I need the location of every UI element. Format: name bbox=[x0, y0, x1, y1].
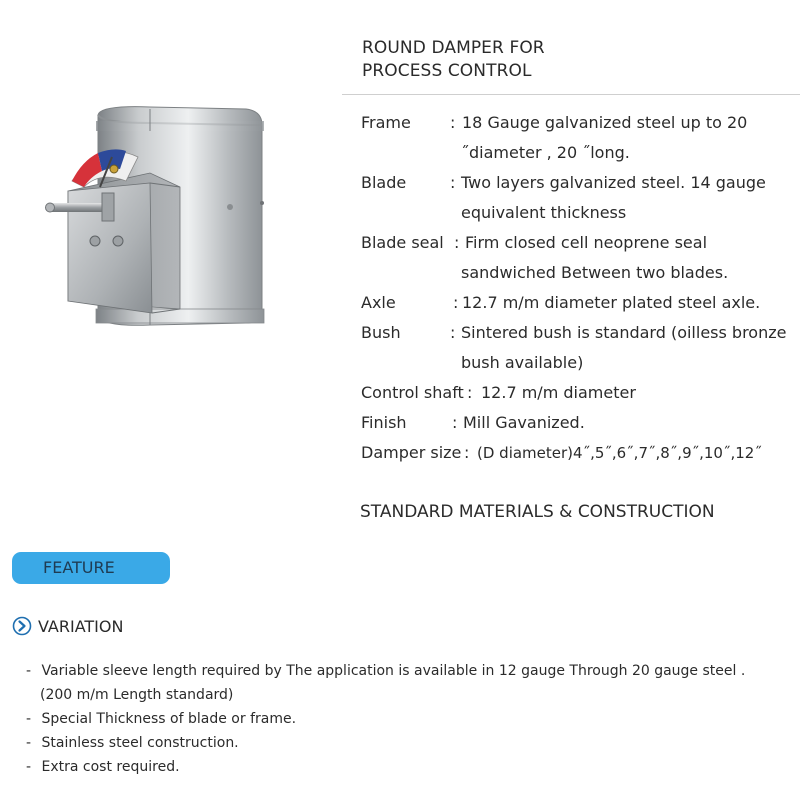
spec-label: Bush bbox=[361, 323, 401, 342]
spec-separator: : bbox=[450, 323, 456, 342]
chevron-right-circle-icon bbox=[12, 616, 32, 636]
bullet-dash: - bbox=[26, 711, 32, 727]
spec-value-continued: bush available) bbox=[461, 353, 584, 372]
spec-value: Two layers galvanized steel. 14 gauge bbox=[461, 173, 766, 192]
list-item-text: Special Thickness of blade or frame. bbox=[41, 711, 297, 727]
variation-heading: VARIATION bbox=[38, 617, 124, 636]
spec-value: Sintered bush is standard (oilless bronze bbox=[461, 323, 787, 342]
spec-value: Firm closed cell neoprene seal bbox=[465, 233, 708, 252]
page-title bbox=[362, 37, 545, 83]
spec-separator: : bbox=[450, 173, 456, 192]
spec-separator: : bbox=[464, 443, 470, 462]
spec-value-continued: equivalent thickness bbox=[461, 203, 627, 222]
spec-label: Control shaft bbox=[361, 383, 464, 402]
bullet-dash: - bbox=[26, 759, 32, 775]
list-item-text: Variable sleeve length required by The application is available in 12 gauge Through 20 gauge steel . bbox=[41, 663, 746, 679]
spec-row-finish bbox=[361, 413, 585, 433]
list-item-text: Extra cost required. bbox=[41, 759, 180, 775]
spec-label: Blade seal bbox=[361, 233, 444, 252]
spec-label: Blade bbox=[361, 173, 407, 192]
list-item bbox=[26, 734, 239, 752]
spec-row-blade bbox=[361, 173, 766, 193]
list-item bbox=[26, 662, 745, 680]
spec-row-axle bbox=[361, 293, 761, 313]
bullet-dash: - bbox=[26, 663, 32, 679]
spec-value: Mill Gavanized. bbox=[463, 413, 585, 432]
round-damper-photo bbox=[40, 95, 295, 335]
spec-label: Frame bbox=[361, 113, 411, 132]
spec-label: Axle bbox=[361, 293, 396, 312]
spec-value: 12.7 m/m diameter plated steel axle. bbox=[462, 293, 761, 312]
list-item bbox=[26, 710, 296, 728]
list-item bbox=[26, 758, 180, 776]
spec-value: 18 Gauge galvanized steel up to 20 bbox=[462, 113, 748, 132]
list-item-text: Stainless steel construction. bbox=[41, 735, 239, 751]
bullet-dash: - bbox=[26, 735, 32, 751]
list-item-continued: (200 m/m Length standard) bbox=[40, 687, 234, 703]
spec-row-frame bbox=[361, 113, 748, 133]
spec-separator: : bbox=[453, 293, 459, 312]
title-divider bbox=[342, 94, 800, 95]
page-title-line2: PROCESS CONTROL bbox=[362, 61, 532, 81]
spec-separator: : bbox=[450, 113, 456, 132]
spec-row-damper-size bbox=[361, 443, 762, 463]
spec-value: 12.7 m/m diameter bbox=[481, 383, 636, 402]
spec-value: (D diameter)4˝,5˝,6˝,7˝,8˝,9˝,10˝,12˝ bbox=[477, 444, 762, 462]
spec-row-bush bbox=[361, 323, 787, 343]
spec-separator: : bbox=[452, 413, 458, 432]
spec-value-continued: sandwiched Between two blades. bbox=[461, 263, 729, 282]
spec-separator: : bbox=[467, 383, 473, 402]
feature-tab[interactable]: FEATURE bbox=[12, 552, 170, 584]
spec-row-blade-seal bbox=[361, 233, 708, 253]
page-title-line1: ROUND DAMPER FOR bbox=[362, 38, 545, 58]
spec-label: Finish bbox=[361, 413, 407, 432]
spec-label: Damper size bbox=[361, 443, 462, 462]
standard-materials-heading: STANDARD MATERIALS & CONSTRUCTION bbox=[360, 502, 715, 522]
spec-separator: : bbox=[454, 233, 460, 252]
spec-row-control-shaft bbox=[361, 383, 636, 403]
spec-value-continued: ˝diameter , 20 ˝long. bbox=[461, 143, 630, 162]
